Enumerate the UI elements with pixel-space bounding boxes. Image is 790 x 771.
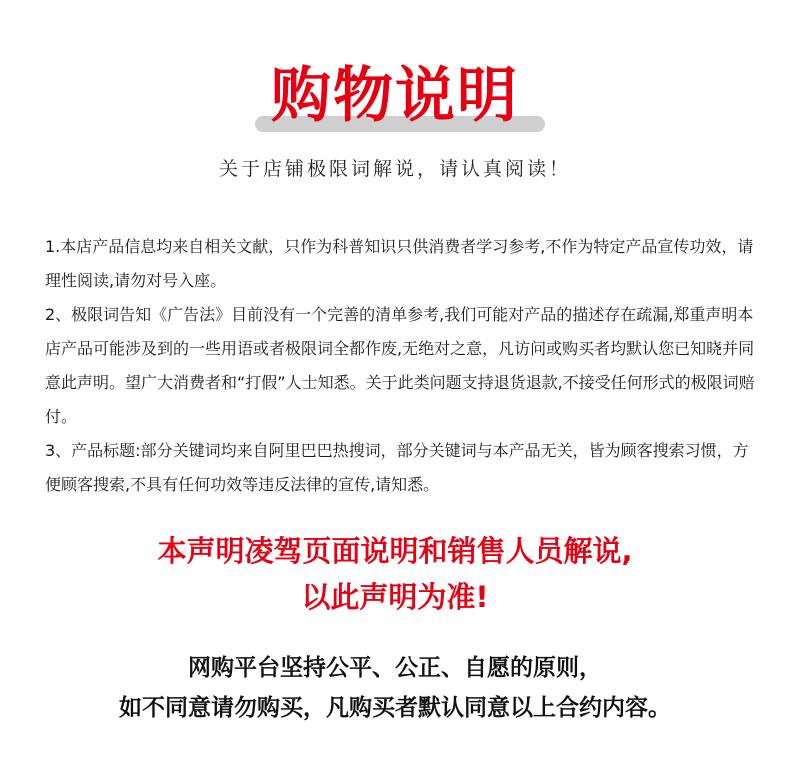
page-subtitle: 关于店铺极限词解说，请认真阅读！ — [218, 158, 571, 180]
override-statement-line-2: 以此声明为准! — [301, 580, 489, 614]
notice-item-1: 1.本店产品信息均来自相关文献，只作为科普知识只供消费者学习参考,不作为特定产品宣传功效，请理性阅读,请勿对号入座。 — [45, 237, 754, 290]
override-statement-line-1: 本声明凌驾页面说明和销售人员解说, — [157, 534, 633, 568]
notice-item-2: 2、极限词告知《广告法》目前没有一个完善的清单参考,我们可能对产品的描述存在疏漏,郑重声明本店产品可能涉及到的一些用语或者极限词全都作废,无绝对之意，凡访问或购买者均默认您已知晓并同意此声明。望广大消费者和“打假”人士知悉。关于此类问题支持退货退款,不接受任何形式的极限词赔付。 — [45, 305, 755, 426]
notice-item-3: 3、产品标题:部分关键词均来自阿里巴巴热搜词，部分关键词与本产品无关，皆为顾客搜索习惯，方便顾客搜索,不具有任何功效等违反法律的宣传,请知悉。 — [45, 441, 749, 494]
principle-statement-line-1: 网购平台坚持公平、公正、自愿的原则， — [188, 655, 602, 681]
notice-list — [45, 230, 755, 502]
title-section — [0, 58, 790, 138]
principle-statement-line-2: 如不同意请勿购买，凡购买者默认同意以上合约内容。 — [119, 695, 671, 721]
principle-statement — [0, 648, 790, 728]
page-title: 购物说明 — [271, 61, 519, 131]
override-statement — [0, 528, 790, 620]
